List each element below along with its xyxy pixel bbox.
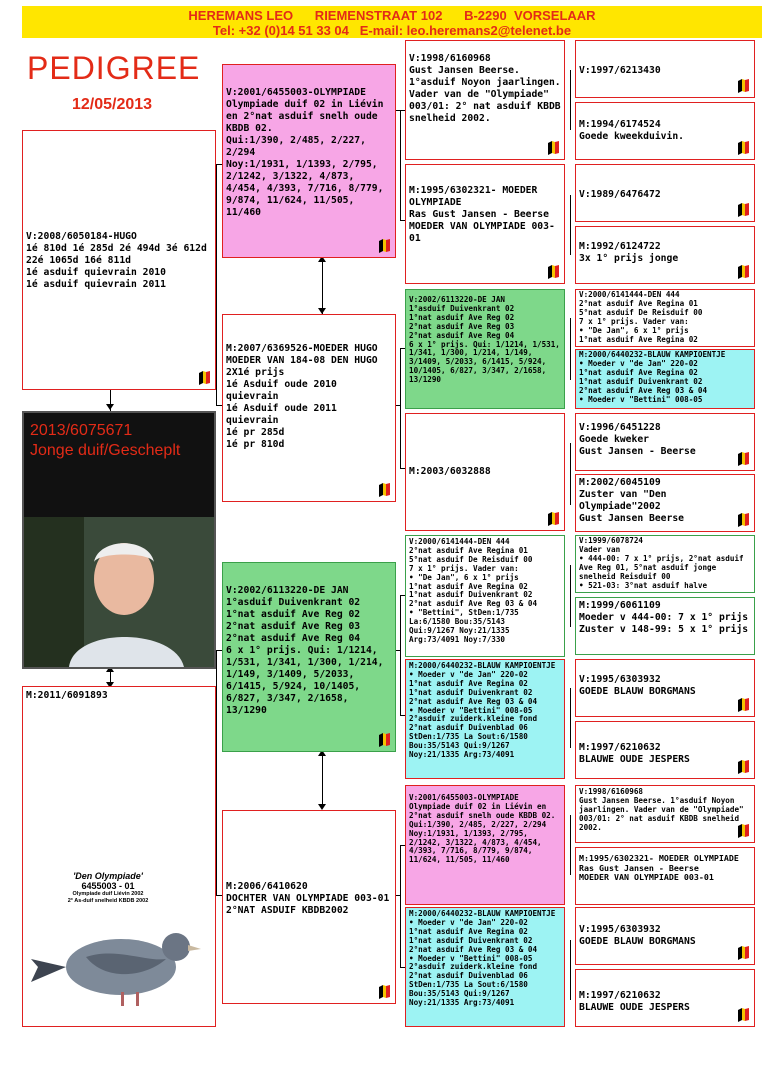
- belgian-flag-icon: [546, 140, 560, 156]
- box-vm: [222, 314, 396, 502]
- connector-line: [322, 258, 323, 314]
- vv-text: V:2001/6455003-OLYMPIADE Olympiade duif 02 in Liévin en 2°nat asduif snelh oude KBDB 02. Qui:1/390, 2/485, 2/227, 2/294 Noy:1/1931, 1/1393, 2/795, 2/1242, 3/1322, 4/873, 4/454, 4/393, 7/716, 8/779, 9/874, 11/624, 11/505, 11/460: [226, 87, 384, 218]
- pigeon-note: Olympiade duif Liévin 2002 2° As-duif snelheid KBDB 2002: [67, 891, 149, 904]
- connector-line: [570, 443, 571, 505]
- g4-2-text: M:1994/6174524 Goede kweekduivin.: [579, 119, 684, 142]
- box-mm: [222, 810, 396, 1004]
- box-vv: [222, 64, 396, 258]
- belgian-flag-icon: [736, 451, 750, 467]
- g3-a-text: V:1998/6160968 Gust Jansen Beerse. 1°asduif Noyon jaarlingen. Vader van de "Olympiade" 003/01: 2° nat asduif KBDB snelheid 2002.: [409, 53, 561, 124]
- header-banner: [22, 6, 762, 38]
- page-title: PEDIGREE: [27, 50, 201, 86]
- box-g4-12: [575, 721, 755, 779]
- g4-1-text: V:1997/6213430: [579, 65, 661, 76]
- box-g4-10: [575, 597, 755, 655]
- connector-line: [570, 940, 571, 1000]
- box-g4-3: [575, 164, 755, 222]
- g4-13-text: V:1998/6160968 Gust Jansen Beerse. 1°asduif Noyon jaarlingen. Vader van de "Olympiade" 003/01: 2° nat asduif KBDB snelheid 2002.: [579, 787, 744, 832]
- connector-line: [400, 845, 401, 967]
- belgian-flag-icon: [736, 759, 750, 775]
- box-g4-6: [575, 349, 755, 409]
- g3-d-text: M:2003/6032888: [409, 466, 491, 477]
- breeder-portrait-icon: [24, 517, 214, 667]
- g4-10-text: M:1999/6061109 Moeder v 444-00: 7 x 1° prijs Zuster v 148-99: 5 x 1° prijs: [579, 600, 749, 635]
- box-g3-g: [405, 785, 565, 905]
- belgian-flag-icon: [546, 511, 560, 527]
- g3-b-text: M:1995/6302321- MOEDER OLYMPIADE Ras Gust Jansen - Beerse MOEDER VAN OLYMPIADE 003-01: [409, 185, 555, 244]
- connector-line: [570, 565, 571, 627]
- connector-line: [216, 165, 217, 405]
- g3-e-text: V:2000/6141444-DEN 444 2°nat asduif Ave Regina 01 5°nat asduif De Reisduif 00 7 x 1° prijs. Vader van: • "De Jan", 6 x 1° prijs 1°nat asduif Ave Regina 02 1°nat asduif Duivenkrant 02 2°nat asduif Ave Reg 03 & 04 • "Bettini", StDen:1/735 La:6/1580 Bou:35/5143 Qui:9/1267 Noy:21/1335 Arg:73/4091 Noy:7/330: [409, 537, 538, 644]
- box-g4-16: [575, 969, 755, 1027]
- belgian-flag-icon: [736, 202, 750, 218]
- box-g4-2: [575, 102, 755, 160]
- connector-line: [110, 669, 111, 686]
- belgian-flag-icon: [736, 512, 750, 528]
- connector-line: [570, 195, 571, 255]
- connector-line: [322, 752, 323, 808]
- g4-6-text: M:2000/6440232-BLAUW KAMPIOENTJE • Moeder v "de Jan" 220-02 1°nat asduif Ave Regina 02 1°nat asduif Duivenkrant 02 2°nat asduif Ave Reg 03 & 04 • Moeder v "Bettini" 008-05: [579, 350, 726, 404]
- box-g3-b: [405, 164, 565, 284]
- connector-line: [570, 318, 571, 380]
- pigeon-ring: 6455003 - 01: [81, 881, 135, 891]
- connector-line: [110, 388, 111, 411]
- g4-15-text: V:1995/6303932 GOEDE BLAUW BORGMANS: [579, 924, 696, 947]
- connector-line: [400, 595, 401, 715]
- vm-text: M:2007/6369526-MOEDER HUGO MOEDER VAN 184-08 DEN HUGO 2X1é prijs 1é Asduif oude 2010 quievrain 1é Asduif oude 2011 quievrain 1é pr 285d 1é pr 810d: [226, 343, 378, 450]
- belgian-flag-icon: [377, 732, 391, 748]
- box-g4-8: [575, 474, 755, 532]
- pigeon-name: 'Den Olympiade': [73, 871, 143, 881]
- g4-8-text: M:2002/6045109 Zuster van "Den Olympiade"2002 Gust Jansen Beerse: [579, 477, 684, 524]
- belgian-flag-icon: [377, 984, 391, 1000]
- g4-16-text: M:1997/6210632 BLAUWE OUDE JESPERS: [579, 990, 690, 1013]
- header-contact: Tel: +32 (0)14 51 33 04 E-mail: leo.heremans2@telenet.be: [212, 23, 572, 38]
- mv-text: V:2002/6113220-DE JAN 1°asduif Duivenkrant 02 1°nat asduif Ave Reg 02 2°nat asduif Ave Reg 03 2°nat asduif Ave Reg 04 6 x 1° prijs. Qui: 1/1214, 1/531, 1/341, 1/300, 1/214, 1/149, 3/1409, 5/2033, 6/1415, 5/924, 10/1405, 6/827, 3/347, 2/1658, 13/1290: [226, 585, 384, 716]
- g4-4-text: M:1992/6124722 3x 1° prijs jonge: [579, 241, 679, 264]
- box-g4-9: [575, 535, 755, 593]
- g3-f-text: M:2000/6440232-BLAUW KAMPIOENTJE • Moeder v "de Jan" 220-02 1°nat asduif Ave Regina 02 1°nat asduif Duivenkrant 02 2°nat asduif Ave Reg 03 & 04 • Moeder v "Bettini" 008-05 2°asduif zuiderk.kleine fond 2°nat asduif Duivenblad 06 StDen:1/735 La Sout:6/1580 Bou:35/5143 Qui:9/1267 Noy:21/1335 Arg:73/4091: [409, 661, 556, 760]
- belgian-flag-icon: [736, 697, 750, 713]
- pedigree-mother: [22, 686, 216, 1027]
- pedigree-father: [22, 130, 216, 390]
- box-g4-5: [575, 289, 755, 347]
- connector-line: [400, 348, 401, 468]
- g3-h-text: M:2000/6440232-BLAUW KAMPIOENTJE • Moeder v "de Jan" 220-02 1°nat asduif Ave Regina 02 1°nat asduif Duivenkrant 02 2°nat asduif Ave Reg 03 & 04 • Moeder v "Bettini" 008-05 2°asduif zuiderk.kleine fond 2°nat asduif Duivenblad 06 StDen:1/735 La Sout:6/1580 Bou:35/5143 Qui:9/1267 Noy:21/1335 Arg:73/4091: [409, 909, 556, 1008]
- connector-line: [216, 650, 217, 895]
- belgian-flag-icon: [736, 945, 750, 961]
- g3-g-text: V:2001/6455003-OLYMPIADE Olympiade duif 02 in Liévin en 2°nat asduif snelh oude KBDB 02. Qui:1/390, 2/485, 2/227, 2/294 Noy:1/1931, 1/1393, 2/795, 2/1242, 3/1322, 4/873, 4/454, 4/393, 7/716, 8/779, 9/874, 11/624, 11/505, 11/460: [409, 793, 556, 865]
- breeder-photo: [22, 411, 216, 669]
- g4-9-text: V:1999/6078724 Vader van • 444-00: 7 x 1° prijs, 2°nat asduif Ave Reg 01, 5°nat asduif jonge snelheid Reisduif 00 • 521-03: 3°nat asduif halve: [579, 536, 744, 590]
- father-text: V:2008/6050184-HUGO 1é 810d 1é 285d 2é 494d 3é 612d 22é 1065d 16é 811d 1é asduif quievrain 2010 1é asduif quievrain 2011: [26, 231, 207, 290]
- box-g4-4: [575, 226, 755, 284]
- belgian-flag-icon: [377, 238, 391, 254]
- box-mv: [222, 562, 396, 752]
- box-g3-f: [405, 659, 565, 779]
- belgian-flag-icon: [736, 823, 750, 839]
- g4-3-text: V:1989/6476472: [579, 189, 661, 200]
- box-g4-13: [575, 785, 755, 843]
- belgian-flag-icon: [736, 78, 750, 94]
- belgian-flag-icon: [546, 264, 560, 280]
- box-g3-a: [405, 40, 565, 160]
- belgian-flag-icon: [736, 264, 750, 280]
- connector-line: [570, 815, 571, 875]
- header-address: HEREMANS LEO RIEMENSTRAAT 102 B-2290 VORSELAAR: [188, 8, 596, 23]
- belgian-flag-icon: [736, 140, 750, 156]
- box-g4-7: [575, 413, 755, 471]
- photo-caption: 2013/6075671 Jonge duif/Gescheplt: [30, 422, 181, 459]
- g3-c-text: V:2002/6113220-DE JAN 1°asduif Duivenkrant 02 1°nat asduif Ave Reg 02 2°nat asduif Ave Reg 03 2°nat asduif Ave Reg 04 6 x 1° prijs. Qui: 1/1214, 1/531, 1/341, 1/300, 1/214, 1/149, 3/1409, 5/2033, 6/1415, 5/924, 10/1405, 6/827, 3/347, 2/1658, 13/1290: [409, 295, 560, 385]
- box-g4-1: [575, 40, 755, 98]
- g4-12-text: M:1997/6210632 BLAUWE OUDE JESPERS: [579, 742, 690, 765]
- connector-line: [400, 110, 401, 220]
- pigeon-image-icon: [26, 887, 206, 1017]
- g4-11-text: V:1995/6303932 GOEDE BLAUW BORGMANS: [579, 674, 696, 697]
- g4-14-text: M:1995/6302321- MOEDER OLYMPIADE Ras Gust Jansen - Beerse MOEDER VAN OLYMPIADE 003-01: [579, 853, 739, 883]
- belgian-flag-icon: [197, 370, 211, 386]
- g4-7-text: V:1996/6451228 Goede kweker Gust Jansen - Beerse: [579, 422, 696, 457]
- belgian-flag-icon: [736, 1007, 750, 1023]
- box-g4-11: [575, 659, 755, 717]
- connector-line: [570, 688, 571, 748]
- box-g4-14: [575, 847, 755, 905]
- box-g4-15: [575, 907, 755, 965]
- belgian-flag-icon: [377, 482, 391, 498]
- box-g3-c: [405, 289, 565, 409]
- box-g3-e: [405, 535, 565, 657]
- connector-line: [570, 70, 571, 130]
- box-g3-h: [405, 907, 565, 1027]
- mother-text: M:2011/6091893: [26, 690, 108, 701]
- pedigree-date: 12/05/2013: [72, 96, 153, 113]
- g4-5-text: V:2000/6141444-DEN 444 2°nat asduif Ave Regina 01 5°nat asduif De Reisduif 00 7 x 1° prijs. Vader van: • "De Jan", 6 x 1° prijs 1°nat asduif Ave Regina 02: [579, 290, 703, 344]
- mm-text: M:2006/6410620 DOCHTER VAN OLYMPIADE 003-01 2°NAT ASDUIF KBDB2002: [226, 881, 390, 916]
- box-g3-d: [405, 413, 565, 531]
